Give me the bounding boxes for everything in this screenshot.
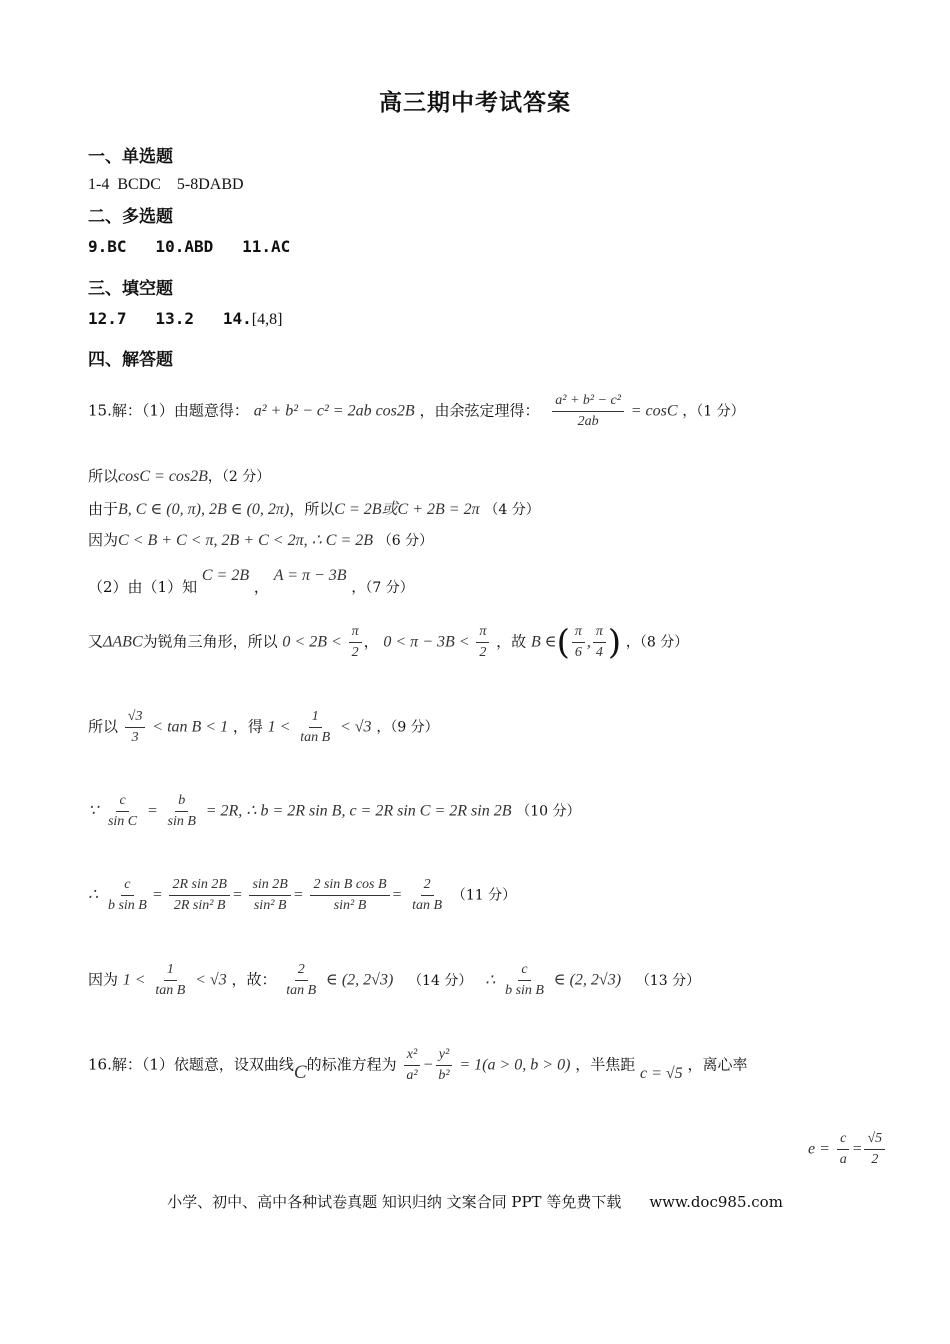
q16-equation-text: 的标准方程为 (306, 1055, 397, 1074)
two-den: 2 (479, 645, 487, 660)
footer-text: 小学、初中、高中各种试卷真题 知识归纳 文案合同 PPT 等免费下载 (167, 1193, 622, 1211)
q15-score-1: ，（1 分） (682, 403, 745, 420)
pi-num: π (476, 623, 489, 643)
q15-score-10a: （14 分） (408, 972, 473, 989)
q15-score-4: （6 分） (377, 533, 434, 549)
frac-num: 2 (421, 876, 434, 896)
six-den: 6 (574, 645, 582, 660)
q15-two-over-tanB (283, 961, 319, 1000)
q15-equation-1: a² + b² − c² = 2ab cos2B (253, 402, 415, 420)
y2-num: y² (436, 1046, 452, 1066)
page-footer (0, 1191, 950, 1212)
q16-c-over-a (837, 1130, 850, 1169)
frac-num: 2R sin 2B (169, 876, 229, 896)
pi-num: π (593, 623, 606, 643)
q15-b-in: B ∈ (530, 633, 557, 651)
q15-range-a: ∈ (2, 2√3) (326, 971, 394, 989)
q15-frac-5 (409, 876, 445, 915)
q15-score-10b: （13 分） (635, 972, 701, 989)
four-den: 4 (595, 645, 603, 660)
q15-cosine-rhs: = cosC (630, 402, 678, 420)
a2-den: a² (406, 1068, 418, 1083)
q15-line-4 (88, 529, 433, 550)
frac-den: sin² B (253, 898, 287, 913)
q15-equation-5b: A = π − 3B (273, 567, 347, 584)
tanB-den: tan B (286, 983, 317, 998)
q15-because-text: 因为 (88, 531, 119, 549)
q15-hence-text: ，故 (496, 632, 527, 651)
q15-tan-range: < tan B < 1 (152, 718, 229, 736)
therefore-symbol-2: ∴ (485, 971, 496, 989)
frac-den: sin² B (333, 898, 367, 913)
q15-therefore-text: ，所以 (289, 500, 335, 518)
q15-score-2: ，（2 分） (207, 469, 271, 485)
q15-cosine-numerator: a² + b² − c² (552, 392, 624, 412)
q16-condition: = 1(a > 0, b > 0) (459, 1056, 571, 1074)
q15-one-over-tanB-2 (152, 961, 188, 1000)
q15-equation-4: C < B + C < π, 2B + C < 2π, ∴ C = 2B (118, 532, 374, 549)
multi-choice-answers: 9.BC 10.ABD 11.AC (88, 237, 291, 256)
fill-blank-answers-b: [4,8] (251, 311, 283, 328)
q15-line-6: 又ΔABC为锐角三角形，所以 0 < 2B < $\frac{\pi}{2}$ ， 0 < π − 3B < $\frac{\pi}{2}$ ，故 B ∈( $\frac{\pi}{6}$ , $\frac{\pi}{4}$ ) ，（8 分） (88, 622, 689, 663)
q15-score-6: ，（8 分） (625, 634, 689, 651)
q15-c-over-bsinB (502, 961, 547, 1000)
q15-cosine-rule-text: ，由余弦定理得： (419, 401, 540, 420)
c-num: c (116, 792, 128, 812)
q15-cosine-denominator: 2ab (577, 414, 599, 429)
q16-line-1: 16.解：（1）依题意，设双曲线C的标准方程为 $\frac{\text{x²}}{\text{a²}}$ − $\frac{\text{y²}}{\text{b²}}$ = 1(a > 0, b > 0) ，半焦距 c = √5 ，离心率 (88, 1047, 748, 1083)
q15-frac-1 (105, 876, 150, 915)
c-num: c (518, 961, 530, 981)
q16-semi-focal-text: ，半焦距 (575, 1055, 636, 1074)
q15-lt-sqrt3: < √3 (339, 718, 372, 736)
q15-get-text: ，得 (232, 717, 263, 736)
pi-num: π (349, 623, 362, 643)
q16-c-value: c = √5 (640, 1064, 683, 1082)
q15-intro: 15.解：（1）由题意得： (88, 401, 249, 420)
e-label: e = (808, 1140, 830, 1158)
q15-equation-3: C = 2B或C + 2B = 2π (334, 501, 480, 518)
q15-equation-5a: C = 2B (201, 567, 250, 584)
fill-blank-answers (88, 309, 282, 329)
frac-den: 2R sin² B (173, 898, 226, 913)
q16-eccentricity-text: ，离心率 (687, 1055, 748, 1074)
q15-frac-3 (249, 876, 290, 915)
q15-lt-sqrt3-2: < √3 (195, 971, 227, 989)
q15-one-over-tanB (297, 708, 333, 747)
b-num: b (175, 792, 188, 812)
q15-pi-over-4 (593, 623, 606, 662)
one-num: 1 (309, 708, 322, 728)
q15-score-7: ，（9 分） (376, 719, 439, 736)
q15-line-2 (88, 465, 270, 486)
q15-range: B, C ∈ (0, π), 2B ∈ (0, 2π) (118, 501, 290, 518)
q15-line-9: ∴ $\frac{c}{\text{b sin B}}$ = $\frac{\text{2R sin 2B}}{\text{2R sin² B}}$ = $\frac{\sin 2B}{\text{sin² B}}$ = $\frac{\text{2 sin B cos B}}{\text{sin² B}}$ = $\frac{2}{\text{tan B}}$ （11 分） (88, 877, 517, 913)
q15-line-8: ∵ $\frac{c}{\text{sin C}}$ = $\frac{b}{\text{sin B}}$ = 2R, ∴ b = 2R sin B, c = 2R sin C = 2R sin 2B （10 分） (88, 793, 581, 829)
because-symbol: ∵ (88, 802, 99, 820)
q15-sine-rule: = 2R, ∴ b = 2R sin B, c = 2R sin C = 2R sin 2B (205, 802, 512, 820)
q16-y2-over-b2 (435, 1046, 452, 1085)
q15-range-b: ∈ (2, 2√3) (553, 971, 622, 989)
q15-frac-2 (169, 876, 229, 915)
q15-equation-2: cosC = cos2B (118, 468, 208, 485)
q15-score-5: ，（7 分） (351, 580, 414, 596)
q16-curve-C: C (293, 1061, 307, 1083)
q15-so-text: 所以 (88, 467, 119, 485)
sqrt3-num: √3 (125, 708, 146, 728)
q15-ineq1-lhs: 0 < 2B < (282, 633, 342, 651)
frac-den: b sin B (107, 898, 147, 913)
q15-cosine-fraction (552, 392, 624, 431)
q15-pi-over-6 (572, 623, 585, 662)
frac-num: sin 2B (249, 876, 290, 896)
page-title: 高三期中考试答案 (379, 89, 571, 116)
q15-line-3 (88, 496, 540, 519)
equals: = (851, 1140, 863, 1158)
q15-line-10 (88, 961, 700, 1000)
c-num: c (837, 1130, 849, 1150)
frac-num: c (121, 876, 133, 896)
q15-line-7 (88, 708, 439, 747)
q15-one-lt-2: 1 < (122, 971, 146, 989)
two-num: 2 (295, 961, 308, 981)
sinC-den: sin C (107, 814, 138, 829)
q15-because-text-2: 因为 (88, 970, 119, 989)
sqrt5-num: √5 (864, 1130, 885, 1150)
q15-line-5: （2）由（1）知 C = 2B ， A = π − 3B ，（7 分） (88, 567, 414, 596)
bsinB-den: b sin B (505, 983, 544, 998)
section-heading-multi-choice: 二、多选题 (88, 207, 173, 227)
two-den: 2 (871, 1152, 879, 1167)
q16-sqrt5-over-2 (864, 1130, 885, 1169)
single-choice-answers: 1-4 BCDC 5-8DABD (88, 176, 244, 193)
frac-num: 2 sin B cos B (310, 876, 389, 896)
therefore-symbol: ∴ (88, 886, 99, 904)
q15-so-text-2: 所以 (88, 717, 119, 736)
q15-b-over-sinB (165, 792, 199, 831)
q15-score-3: （4 分） (484, 502, 540, 518)
q16-eccentricity (808, 1130, 887, 1169)
q15-line-1 (88, 392, 745, 431)
q15-pi-over-2-a (349, 623, 362, 662)
frac-den: tan B (412, 898, 443, 913)
q15-triangle: ΔABC (103, 633, 143, 651)
b2-den: b² (438, 1068, 450, 1083)
q15-hence-text-2: ，故： (231, 970, 277, 989)
sinB-den: sin B (167, 814, 196, 829)
three-den: 3 (131, 730, 139, 745)
q15-score-9: （11 分） (451, 887, 517, 904)
q16-x2-over-a2 (403, 1046, 420, 1085)
pi-num: π (572, 623, 585, 643)
q15-pi-over-2-b (476, 623, 489, 662)
two-den: 2 (351, 645, 359, 660)
tanB-den: tan B (300, 730, 331, 745)
section-heading-fill-blank: 三、填空题 (88, 279, 173, 299)
q15-also-text: 又 (88, 632, 104, 651)
footer-link[interactable]: www.doc985.com (649, 1193, 783, 1211)
one-num: 1 (164, 961, 177, 981)
q15-c-over-sinC (105, 792, 140, 831)
a-den: a (839, 1152, 847, 1167)
section-heading-solutions: 四、解答题 (88, 350, 173, 370)
tanB-den: tan B (155, 983, 186, 998)
q15-sqrt3-over-3 (125, 708, 146, 747)
q15-part2-text: （2）由（1）知 (88, 578, 198, 596)
q15-since-text: 由于 (88, 500, 119, 518)
q15-score-8: （10 分） (516, 803, 581, 820)
section-heading-single-choice: 一、单选题 (88, 147, 173, 167)
x2-num: x² (404, 1046, 420, 1066)
q16-intro: 16.解：（1）依题意，设双曲线 (88, 1055, 294, 1074)
q15-acute-text: 为锐角三角形，所以 (142, 632, 278, 651)
q15-frac-4 (310, 876, 389, 915)
q15-one-lt: 1 < (267, 718, 291, 736)
fill-blank-answers-a: 12.7 13.2 14. (88, 309, 252, 328)
q15-ineq2-lhs: 0 < π − 3B < (383, 633, 470, 651)
